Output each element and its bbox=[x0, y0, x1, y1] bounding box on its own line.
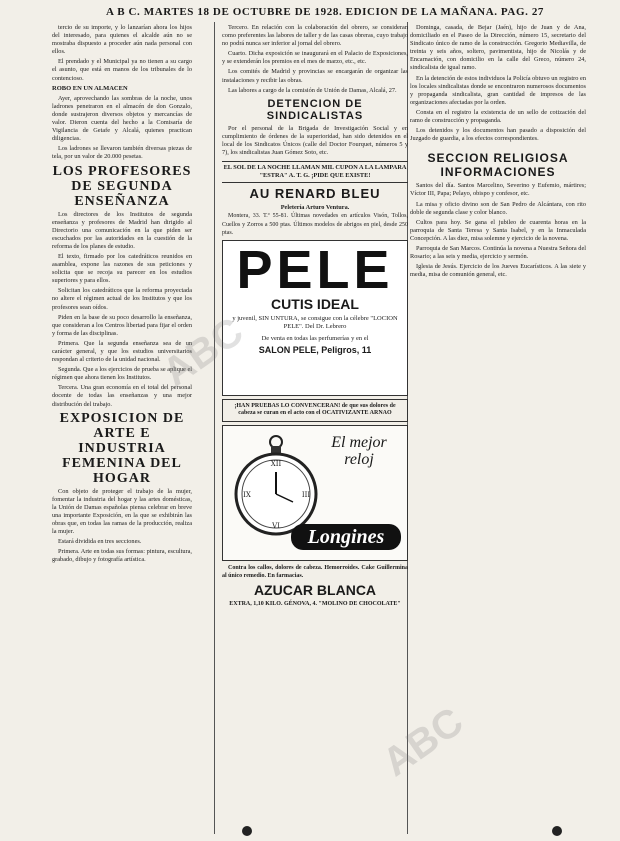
paragraph: Estará dividida en tres secciones. bbox=[58, 538, 142, 546]
ad-renard-title: AU RENARD BLEU bbox=[249, 186, 381, 202]
paragraph: Primera. Que la segunda enseñanza sea de un carácter general, y que los estudios universitarios respondan al criterio de la unidad nacional. bbox=[52, 339, 192, 364]
ad-azucar-subtitle: EXTRA, 1,10 KILO. GÉNOVA, 4. "MOLINO DE CHOCOLATE" bbox=[229, 600, 401, 607]
paragraph: Cuarto. Dicha exposición se inaugurará en el Palacio de Exposiciones, y se extenderán los premios en el mes de marzo, etc., etc. bbox=[222, 50, 408, 66]
svg-text:VI: VI bbox=[272, 521, 280, 530]
binding-hole bbox=[552, 826, 562, 836]
paragraph: Ayer, aprovechando las sombras de la noche, unos ladrones penetraron en el almacén de don Gonzalo, donde sustrajeron diversos objetos y mercancías de valor. Dieron cuenta del hecho a la Comisaría de Vigilancia de Getafe y Alcalá, quienes practican diligencias. bbox=[52, 94, 192, 143]
column-rule bbox=[214, 22, 215, 834]
svg-text:XII: XII bbox=[270, 459, 282, 468]
pele-text: y juvenil, SIN UNTURA, se consigue con la célebre "LOCION PELE". Del Dr. Lebrero bbox=[232, 314, 398, 330]
ad-renard-text: Montera, 33. T.º 55-81. Últimas novedades en artículos Visón, Tollos, Cuellos y Zorros a 500 ptas. Últimos modelos de abrigos en piel, desde 250 ptas. bbox=[222, 213, 408, 236]
svg-text:III: III bbox=[301, 490, 311, 499]
svg-text:IX: IX bbox=[243, 490, 251, 499]
paragraph: Dominga, casada, de Bejar (Jaén), hijo de Juan y de Ana, domiciliado en el Paseo de la Dirección, número 15, secretario del Sindicato único de ramo de la construcción. Gregorio Mediavilla, de treinta y seis años, soltero, pavimentista, hijo de Nicolás y de Encarnación, con domicilio en la calle del Greco, número 24, sindicalista de igual ramo. bbox=[410, 24, 586, 72]
paragraph: Primera. Arte en todas sus formas: pintura, escultura, grabado, dibujo y fotografía artística. bbox=[52, 548, 192, 564]
ad-longines bbox=[222, 425, 408, 561]
page-header: A B C. MARTES 18 DE OCTUBRE DE 1928. EDICION DE LA MAÑANA. PAG. 27 bbox=[105, 6, 545, 18]
ad-azucar-title: AZUCAR BLANCA bbox=[253, 581, 377, 598]
watermark: ABC bbox=[154, 309, 252, 395]
headline-exposicion: EXPOSICION DE ARTE E INDUSTRIA FEMENINA DEL HOGAR bbox=[59, 410, 185, 486]
paragraph: Las labores a cargo de la comisión de Unión de Damas, Alcalá, 27. bbox=[228, 86, 397, 94]
paragraph: Los ladrones se llevaron también diversas piezas de tela, por un valor de 20.000 pesetas. bbox=[52, 145, 192, 161]
watch-brand: Longines bbox=[291, 524, 401, 550]
paragraph: Solicitan los catedráticos que la reforma proyectada no altere el régimen actual de los Institutos y que los profesores sean oídos. bbox=[52, 287, 192, 311]
paragraph: Parroquia de San Marcos. Continúa la novena a Nuestra Señora del Rosario; a las seis y media, ejercicio y sermón. bbox=[410, 244, 586, 261]
paragraph: Cultos para hoy. Se gana el jubileo de cuarenta horas en la parroquia de Santa Teresa y Santa Isabel, y en la Inmaculada Concepción. A las diez, misa solemne y ejercicio de la novena. bbox=[410, 218, 586, 242]
paragraph: El prendado y el Municipal ya no tienen a su cargo el asunto, que está en manos de los tribunales de lo contencioso. bbox=[52, 58, 192, 82]
watch-tagline: El mejor reloj bbox=[331, 433, 387, 468]
column-2 bbox=[222, 24, 408, 834]
paragraph: Consta en el registro la existencia de un sello de cotización del ramo de construcción y propaganda. bbox=[410, 108, 586, 125]
paragraph: Piden en la base de su poco desarrollo la enseñanza, que consideran a los Centros libertad para fijar el orden y forma de las disciplinas. bbox=[52, 313, 192, 337]
pele-subtitle: CUTIS IDEAL bbox=[271, 295, 359, 312]
ad-renard-subtitle: Peletería Arturo Ventura. bbox=[280, 204, 350, 212]
paragraph: Tercera. Una gran economía en el total del personal docente de todas las enseñanzas y una mejor distribución del trabajo. bbox=[52, 384, 192, 408]
paragraph: tercio de su importe, y lo lanzarían ahora los hijos del interesado, para quienes el alcalde aún no se mostraba dispuesto a proceder aún nada personal con ellos. bbox=[52, 24, 192, 56]
paragraph: Santos del día. Santos Marcelino, Severino y Eufemio, mártires; Víctor III, Papa; Pelayo, obispo y confesor, etc. bbox=[410, 182, 586, 198]
pele-salon: SALON PELE, Peligros, 11 bbox=[258, 344, 372, 355]
ad-pele bbox=[222, 240, 408, 396]
paragraph: Por el personal de la Brigada de Investigación Social y en cumplimiento de órdenes de la superioridad, han sido detenidos en el local de los Sindicatos Únicos (calle del Doctor Fourquet, números 5 y 7), los sindicalistas Juan Gómez Soto, etc. bbox=[222, 124, 408, 157]
column-3 bbox=[410, 24, 586, 834]
column-1 bbox=[52, 24, 192, 834]
paragraph: Segunda. Que a los ejercicios de prueba se aplique el régimen que ahora tienen los Institutos. bbox=[52, 366, 192, 382]
headline-detencion: DETENCION DE SINDICALISTAS bbox=[266, 97, 364, 122]
paragraph: Tercero. En relación con la colaboración del obrero, se consideran como preferentes las labores de taller y de las casas obreras, cuyo trabajo no podrá nunca ser inferior al jornal del obrero. bbox=[222, 24, 408, 48]
paragraph: La misa y oficio divino son de San Pedro de Alcántara, con rito doble de segunda clase y color blanco. bbox=[410, 200, 586, 216]
paragraph: Con objeto de proteger el trabajo de la mujer, fomentar la industria del hogar y las artes domésticas, la Unión de Damas españolas piensa celebrar en breve una importante Exposición, en la que se exhibirán las obras que, en todas las ramas de la producción, realiza la mujer. bbox=[52, 487, 192, 536]
binding-hole bbox=[242, 826, 252, 836]
headline-profesores: LOS PROFESORES DE SEGUNDA ENSEÑANZA bbox=[52, 163, 192, 209]
watermark: ABC bbox=[374, 699, 472, 785]
paragraph: Los comités de Madrid y provincias se encargarán de organizar las instalaciones y recibir las obras. bbox=[222, 68, 408, 84]
headline-religiosa: SECCION RELIGIOSA INFORMACIONES bbox=[427, 151, 569, 180]
paragraph: Los directores de los Institutos de segunda enseñanza y profesores de Madrid han dirigido al Directorio una comunicación en la que piden ser escuchados por las autoridades en la cuestión de la reforma de los planes de estudio. bbox=[52, 210, 192, 250]
paragraph: El texto, firmado por los catedráticos reunidos en asamblea, expone las razones de sus peticiones y solicita que se recoja su parecer en los estudios superiores y para ellos. bbox=[52, 252, 192, 285]
subheading-robo: ROBO EN UN ALMACEN bbox=[52, 84, 128, 92]
ad-arnao: ¡HAN PRUEBAS LO CONVENCERAN! de que sus dolores de cabeza se curan en el acto con el OCATIVIZANTE ARNAO bbox=[222, 399, 408, 422]
paragraph: Los detenidos y los documentos han pasado a disposición del Juzgado de guardia, a los efectos correspondientes. bbox=[410, 127, 586, 143]
pele-sale: De venta en todas las perfumerías y en el bbox=[261, 334, 369, 342]
pele-logo: PELE bbox=[236, 239, 394, 300]
paragraph: Iglesia de Jesús. Ejercicio de los Jueves Eucarísticos. A las siete y media, misa de comunión general, etc. bbox=[410, 263, 586, 279]
ad-callos: Contra los callos, dolores de cabeza. Hemorroides. Cake Guillermina al único remedio. En farmacias. bbox=[222, 564, 408, 579]
paragraph: En la detención de estos individuos la Policía obtuvo un registro en los locales sindicalistas donde se encontraron numerosos documentos y propaganda sindicalista, gran cantidad de impresos de las organizaciones afectadas por la orden. bbox=[410, 74, 586, 106]
banner-lampara: EL SOL DE LA NOCHE LLAMAN MIL CUPON A LA LAMPARA "ESTRA" A. T. G. ¡PIDE QUE EXISTE! bbox=[222, 161, 408, 183]
